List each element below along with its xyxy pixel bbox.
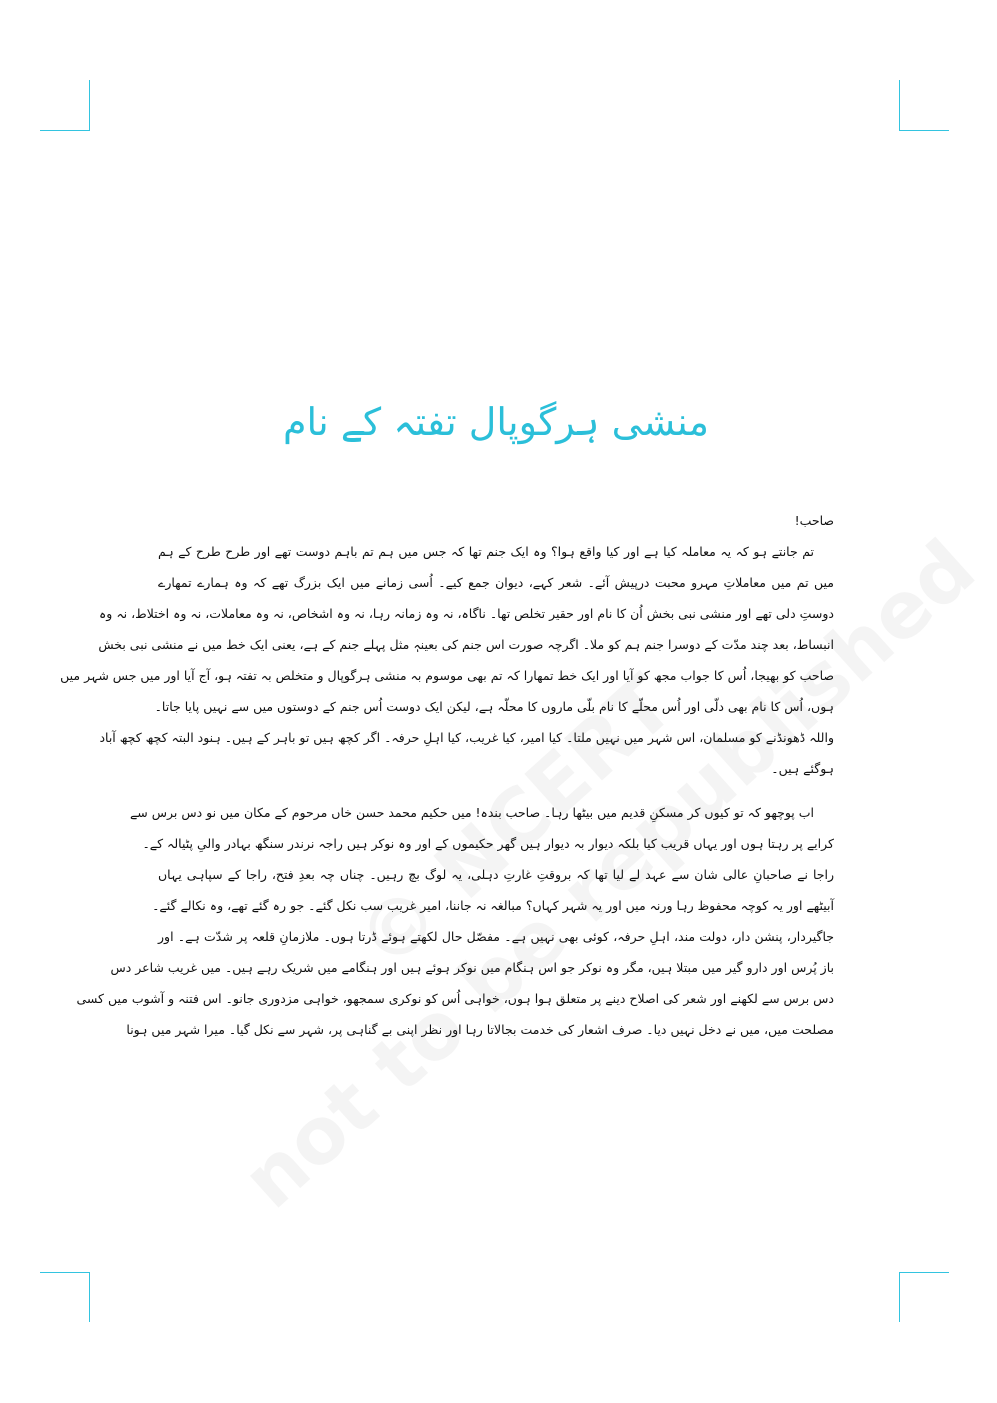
crop-mark-top-left-vertical [89,80,90,130]
crop-mark-top-left-horizontal [40,130,90,131]
crop-mark-bottom-left-horizontal [40,1272,90,1273]
paragraph-1 [60,536,834,784]
crop-mark-bottom-right-vertical [899,1272,900,1322]
paragraph-line: تم جانتے ہو کہ یہ معاملہ کیا ہے اور کیا واقع ہوا؟ وہ ایک جنم تھا کہ جس میں ہم تم باہم دوست تھے اور طرح طرح کے ہم [158,544,814,559]
paragraph-line: میں تم میں معاملاتِ مہرو محبت درپیش آئے۔ شعر کہے، دیوان جمع کیے۔ اُسی زمانے میں ایک بزرگ تھے کہ وہ ہمارے تمھارے [158,575,834,590]
paragraph-2 [76,797,834,1045]
paragraph-line: مصلحت میں، میں نے دخل نہیں دیا۔ صرف اشعار کی خدمت بجالاتا رہا اور نظر اپنی بے گناہی پر، شہر سے نکل گیا۔ میرا شہر میں ہونا [126,1022,834,1037]
paragraph-line: واللہ ڈھونڈنے کو مسلمان، اس شہر میں نہیں ملتا۔ کیا امیر، کیا غریب، کیا اہلِ حرفہ۔ اگر کچھ ہیں تو باہر کے ہیں۔ ہنود البتہ کچھ کچھ آباد [99,730,834,745]
paragraph-line: اب پوچھو کہ تو کیوں کر مسکنِ قدیم میں بیٹھا رہا۔ صاحب بندہ! میں حکیم محمد حسن خاں مرحوم کے مکان میں نو دس برس سے [129,805,814,820]
paragraph-line: راجا نے صاحبانِ عالی شان سے عہد لے لیا تھا کہ بروقتِ غارتِ دہلی، یہ لوگ بچ رہیں۔ چناں چہ بعدِ فتح، راجا کے سپاہی یہاں [158,867,834,882]
paragraph-line: کرایے پر رہتا ہوں اور یہاں قریب کیا بلکہ دیوار بہ دیوار ہیں گھر حکیموں کے اور وہ نوکر ہیں راجہ نرندر سنگھ بہادر والیِ پٹیالہ کے۔ [142,836,834,851]
paragraph-line: انبساط، بعد چند مدّت کے دوسرا جنم ہم کو ملا۔ اگرچہ صورت اس جنم کی بعینہٖ مثل پہلے جنم کے ہے، یعنی ایک خط میں نے منشی نبی بخش [98,637,834,652]
paragraph-line: آبیٹھے اور یہ کوچہ محفوظ رہا ورنہ میں اور یہ شہر کہاں؟ مبالغہ نہ جاننا، امیر غریب سب نکل گئے۔ جو رہ گئے تھے، وہ نکالے گئے۔ [152,898,834,913]
page-title: منشی ہرگوپال تفتہ کے نام [283,400,709,444]
paragraph-line: دوستِ دلی تھے اور منشی نبی بخش اُن کا نام اور حقیر تخلص تھا۔ ناگاہ، نہ وہ زمانہ رہا، نہ وہ اشخاص، نہ وہ معاملات، نہ وہ اختلاط، نہ وہ [98,606,834,621]
paragraph-line: باز پُرس اور دارو گیر میں مبتلا ہیں، مگر وہ نوکر جو اس ہنگام میں نوکر ہوئے ہیں اور ہنگامے میں شریک رہے ہیں۔ میں غریب شاعر دس [110,960,834,975]
paragraph-line: صاحب کو بھیجا، اُس کا جواب مجھ کو آیا اور ایک خط تمھارا کہ تم بھی موسوم بہ منشی ہرگوپال و متخلص بہ تفتہ ہو، آج آیا اور میں جس شہر میں [60,668,834,683]
letter-body [60,505,834,1045]
salutation: صاحب! [794,513,834,528]
crop-mark-top-right-horizontal [899,130,949,131]
paragraph-line: ہوگئے ہیں۔ [771,761,834,776]
paragraph-line: دس برس سے لکھنے اور شعر کی اصلاح دینے پر متعلق ہوا ہوں، خواہی اُس کو نوکری سمجھو، خواہی مزدوری جانو۔ اس فتنہ و آشوب میں کسی [76,991,834,1006]
paragraph-line: جاگیردار، پنشن دار، دولت مند، اہلِ حرفہ، کوئی بھی نہیں ہے۔ مفصّل حال لکھتے ہوئے ڈرتا ہوں۔ ملازمانِ قلعہ پر شدّت ہے۔ اور [158,929,834,944]
crop-mark-bottom-right-horizontal [899,1272,949,1273]
paragraph-line: ہوں، اُس کا نام بھی دلّی اور اُس محلّے کا نام بلّی ماروں کا محلّہ ہے، لیکن ایک دوست اُس جنم کے دوستوں میں سے نہیں پایا جاتا۔ [154,699,834,714]
crop-mark-bottom-left-vertical [89,1272,90,1322]
crop-mark-top-right-vertical [899,80,900,130]
